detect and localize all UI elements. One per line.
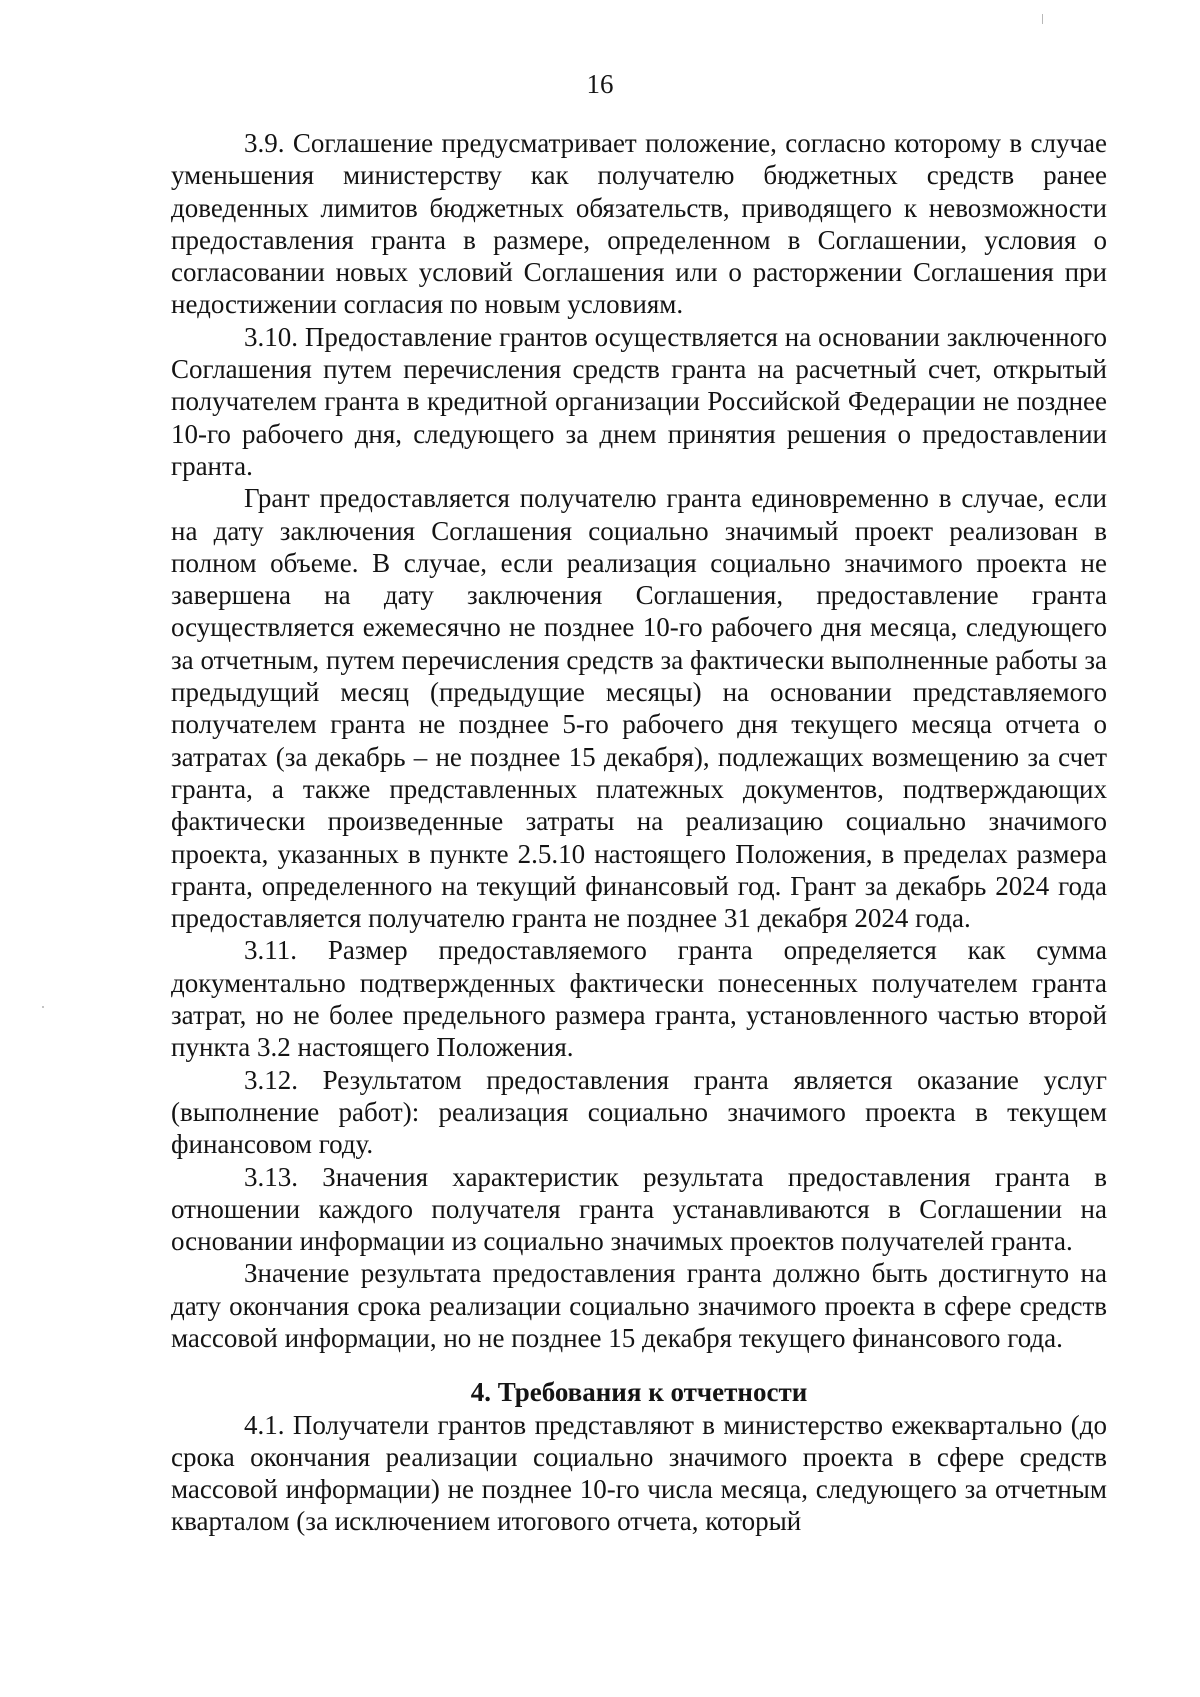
paragraph-3-11: 3.11. Размер предоставляемого гранта определяется как сумма документально подтвержденных фактически понесенных получателем гранта затрат, но не более предельного размера гранта, установленного частью второй пункта 3.2 настоящего Положения. — [171, 935, 1107, 1063]
page-number: 16 — [586, 69, 614, 99]
paragraph-3-10: 3.10. Предоставление грантов осуществляется на основании заключенного Соглашения путем перечисления средств гранта на расчетный счет, открытый получателем гранта в кредитной организации Российской Федерации не позднее 10-го рабочего дня, следующего за днем принятия решения о предоставлении гранта. — [171, 321, 1107, 481]
paragraph-4-1: 4.1. Получатели грантов представляют в министерство ежеквартально (до срока окончания реализации социально значимого проекта в сфере средств массовой информации) не позднее 10-го числа месяца, следующего за отчетным кварталом (за исключением итогового отчета, который — [171, 1409, 1107, 1537]
document-body — [171, 127, 1107, 1538]
paragraph-3-13: 3.13. Значения характеристик результата предоставления гранта в отношении каждого получателя гранта устанавливаются в Соглашении на основании информации из социально значимых проектов получателей гранта. — [171, 1161, 1107, 1257]
section-heading: 4. Требования к отчетности — [470, 1377, 808, 1408]
paragraph-3-13-continued: Значение результата предоставления гранта должно быть достигнуто на дату окончания срока реализации социально значимого проекта в сфере средств массовой информации, но не позднее 15 декабря текущего финансового года. — [171, 1258, 1107, 1353]
paragraph-3-9: 3.9. Соглашение предусматривает положение, согласно которому в случае уменьшения министерству как получателю бюджетных средств ранее доведенных лимитов бюджетных обязательств, приводящего к невозможности предоставления гранта в размере, определенном в Соглашении, условия о согласовании новых условий Соглашения или о расторжении Соглашения при недостижении согласия по новым условиям. — [171, 128, 1107, 320]
paragraph-3-12: 3.12. Результатом предоставления гранта является оказание услуг (выполнение работ): реализация социально значимого проекта в текущем финансовом году. — [171, 1064, 1107, 1160]
scan-artifact — [1042, 14, 1043, 24]
scan-artifact — [42, 1006, 44, 1008]
paragraph-3-10-continued: Грант предоставляется получателю гранта единовременно в случае, если на дату заключения Соглашения социально значимый проект реализован в полном объеме. В случае, если реализация социально значимого проекта не завершена на дату заключения Соглашения, предоставление гранта осуществляется ежемесячно не позднее 10-го рабочего дня месяца, следующего за отчетным, путем перечисления средств за фактически выполненные работы за предыдущий месяц (предыдущие месяцы) на основании представляемого получателем гранта не позднее 5-го рабочего дня текущего месяца отчета о затратах (за декабрь – не позднее 15 декабря), подлежащих возмещению за счет гранта, а также представленных платежных документов, подтверждающих фактически произведенные затраты на реализацию социально значимого проекта, указанных в пункте 2.5.10 настоящего Положения, в пределах размера гранта, определенного на текущий финансовый год. Грант за декабрь 2024 года предоставляется получателю гранта не позднее 31 декабря 2024 года. — [171, 483, 1107, 934]
